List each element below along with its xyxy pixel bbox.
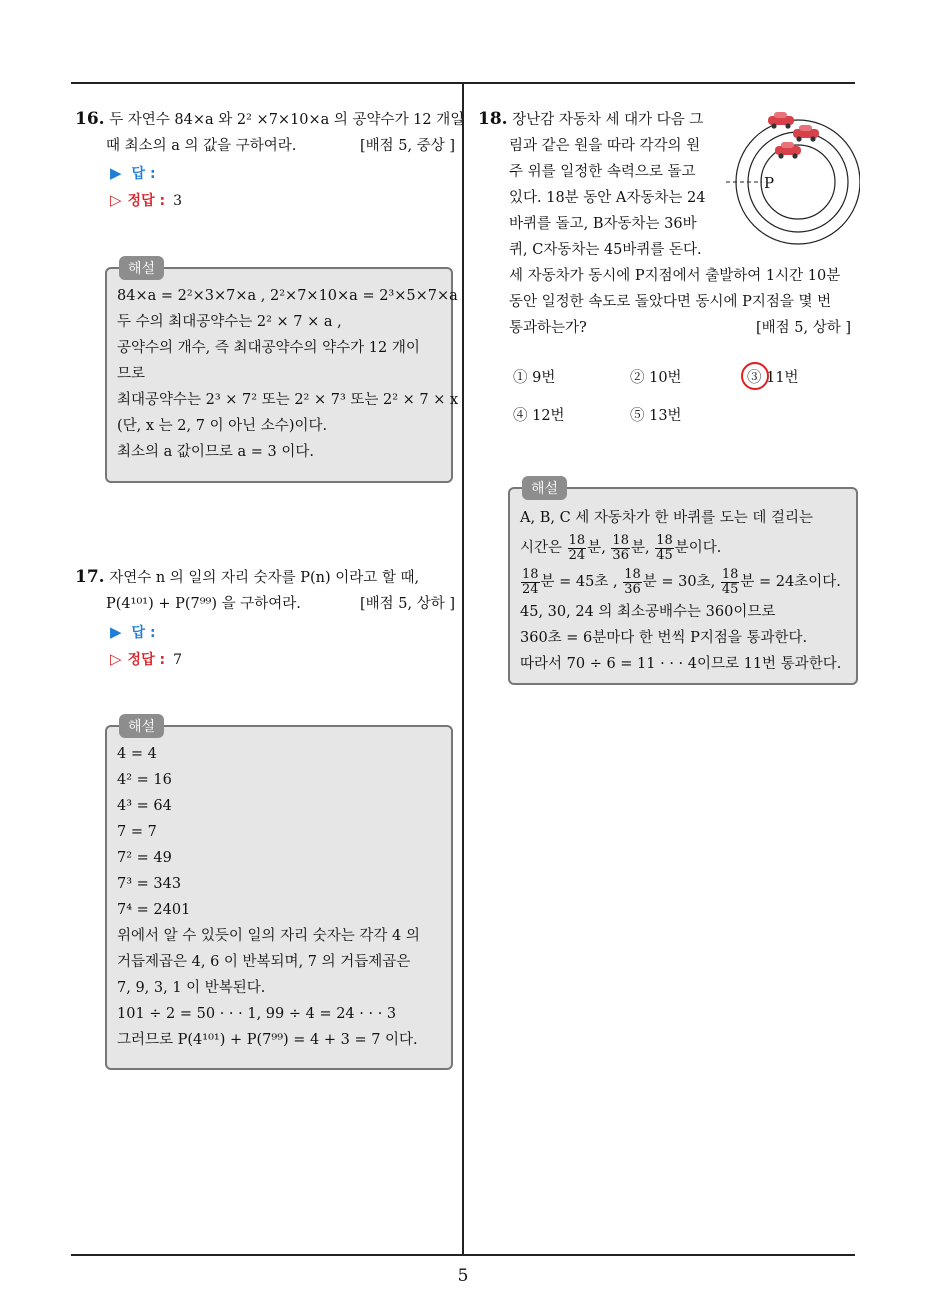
answer-label: 답 : xyxy=(131,625,156,641)
correct-value: 3 xyxy=(173,193,182,209)
fraction: $\frac{18}{24}$ xyxy=(568,532,586,563)
point-p-label: P xyxy=(764,174,775,192)
solution-line: 따라서 70 ÷ 6 = 11 · · · 4이므로 11번 통과한다. xyxy=(520,656,842,672)
solution-text: 분 = 24초이다. xyxy=(740,574,841,590)
choice-number: ③ xyxy=(747,370,762,386)
solution-tab: 해설 xyxy=(119,714,164,738)
solution-line: 7² = 49 xyxy=(117,850,172,866)
choice-text: 12번 xyxy=(532,408,565,424)
question-16 xyxy=(75,106,465,159)
fraction: $\frac{18}{45}$ xyxy=(656,532,673,563)
fraction: $\frac{18}{36}$ xyxy=(612,532,629,563)
solution-fraction-line xyxy=(520,531,846,565)
solution-line: 7⁴ = 2401 xyxy=(117,902,191,918)
page-number: 5 xyxy=(457,1266,469,1286)
answer-row[interactable] xyxy=(110,160,156,187)
question-text: 통과하는가? xyxy=(509,320,587,336)
question-text: 퀴, C자동차는 45바퀴를 돈다. xyxy=(509,242,702,258)
choice-4[interactable] xyxy=(513,404,565,425)
question-text: 바퀴를 돌고, B자동차는 36바 xyxy=(509,216,697,232)
correct-answer-row xyxy=(110,187,182,214)
play-triangle-icon: ▶ xyxy=(110,623,122,641)
solution-text: 분, xyxy=(630,540,650,556)
question-17 xyxy=(75,564,455,617)
correct-label: 정답 : xyxy=(127,652,166,668)
question-number: 18. xyxy=(478,109,508,129)
correct-circle-mark xyxy=(741,362,769,390)
solution-line: 최대공약수는 2³ × 7² 또는 2² × 7³ 또는 2² × 7 × x xyxy=(117,392,459,408)
question-number: 17. xyxy=(75,567,105,587)
solution-line: 4 = 4 xyxy=(117,746,157,762)
question-text: 있다. 18분 동안 A자동차는 24 xyxy=(509,190,706,206)
question-text: 동안 일정한 속도로 돌았다면 동시에 P지점을 몇 번 xyxy=(509,294,832,310)
solution-text: 분 = 45초 , xyxy=(540,574,618,590)
solution-line: 최소의 a 값이므로 a = 3 이다. xyxy=(117,444,314,460)
question-text: 자연수 n 의 일의 자리 숫자를 P(n) 이라고 할 때, xyxy=(109,570,420,586)
choice-text: 10번 xyxy=(649,370,682,386)
question-text: 림과 같은 원을 따라 각각의 원 xyxy=(509,138,701,154)
solution-line: 45, 30, 24 의 최소공배수는 360이므로 xyxy=(520,604,776,620)
choice-text: 9번 xyxy=(532,370,556,386)
solution-line: 360초 = 6분마다 한 번씩 P지점을 통과한다. xyxy=(520,630,808,646)
correct-answer-row xyxy=(110,646,182,673)
solution-line: 거듭제곱은 4, 6 이 반복되며, 7 의 거듭제곱은 xyxy=(117,954,411,970)
solution-line: 4³ = 64 xyxy=(117,798,172,814)
solution-line: 4² = 16 xyxy=(117,772,172,788)
solution-text: 분이다. xyxy=(674,540,722,556)
question-number: 16. xyxy=(75,109,105,129)
answer-label: 답 : xyxy=(131,166,156,182)
correct-label: 정답 : xyxy=(127,193,166,209)
choice-number: ① xyxy=(513,370,528,386)
solution-box xyxy=(508,481,858,685)
bottom-rule xyxy=(71,1254,855,1256)
choice-2[interactable] xyxy=(630,366,682,387)
solution-fraction-line xyxy=(520,565,846,599)
solution-line: 위에서 알 수 있듯이 일의 자리 숫자는 각각 4 의 xyxy=(117,928,420,944)
answer-row[interactable] xyxy=(110,619,156,646)
question-text: 장난감 자동차 세 대가 다음 그 xyxy=(512,112,704,128)
points-label: [배점 5, 중상 ] xyxy=(359,138,455,154)
outline-triangle-icon: ▷ xyxy=(110,650,122,668)
circles-figure xyxy=(720,110,860,250)
solution-line: 101 ÷ 2 = 50 · · · 1, 99 ÷ 4 = 24 · · · 3 xyxy=(117,1006,397,1022)
outline-triangle-icon: ▷ xyxy=(110,191,122,209)
solution-line: A, B, C 세 자동차가 한 바퀴를 도는 데 걸리는 xyxy=(520,510,814,526)
question-text: 두 자연수 84×a 와 2² ×7×10×a 의 공약수가 12 개일 xyxy=(109,112,465,128)
choice-number: ② xyxy=(630,370,645,386)
solution-box xyxy=(105,261,459,483)
fraction: $\frac{18}{36}$ xyxy=(624,566,641,597)
question-text: 세 자동차가 동시에 P지점에서 출발하여 1시간 10분 xyxy=(509,268,841,284)
points-label: [배점 5, 상하 ] xyxy=(359,596,455,612)
solution-line: 7 = 7 xyxy=(117,824,157,840)
choice-text: 13번 xyxy=(649,408,682,424)
play-triangle-icon: ▶ xyxy=(110,164,122,182)
solution-line: 7³ = 343 xyxy=(117,876,182,892)
solution-line: 7, 9, 3, 1 이 반복된다. xyxy=(117,980,266,996)
solution-text: 분 = 30초, xyxy=(642,574,716,590)
fraction: $\frac{18}{45}$ xyxy=(721,566,739,597)
car-a-icon xyxy=(768,112,794,129)
question-text: P(4¹⁰¹) + P(7⁹⁹) 을 구하여라. xyxy=(106,596,301,612)
choice-text: 11번 xyxy=(766,370,799,386)
choice-number: ⑤ xyxy=(630,408,645,424)
solution-line: 두 수의 최대공약수는 2² × 7 × a , xyxy=(117,314,342,330)
correct-value: 7 xyxy=(173,652,182,668)
solution-line: 84×a = 2²×3×7×a , 2²×7×10×a = 2³×5×7×a xyxy=(117,288,458,304)
solution-line: 므로 xyxy=(117,366,146,382)
question-text: 주 위를 일정한 속력으로 돌고 xyxy=(509,164,696,180)
solution-text: 분, xyxy=(587,540,606,556)
choice-number: ④ xyxy=(513,408,528,424)
solution-line: (단, x 는 2, 7 이 아닌 소수)이다. xyxy=(117,418,328,434)
solution-box xyxy=(105,719,453,1070)
question-text: 때 최소의 a 의 값을 구하여라. xyxy=(106,138,297,154)
solution-tab: 해설 xyxy=(522,476,567,500)
solution-text: 시간은 xyxy=(520,540,563,556)
points-label: [배점 5, 상하 ] xyxy=(755,320,851,336)
car-b-icon xyxy=(793,125,819,142)
choice-1[interactable] xyxy=(513,366,555,387)
choice-5[interactable] xyxy=(630,404,682,425)
solution-line: 그러므로 P(4¹⁰¹) + P(7⁹⁹) = 4 + 3 = 7 이다. xyxy=(117,1032,418,1048)
solution-tab: 해설 xyxy=(119,256,164,280)
fraction: $\frac{18}{24}$ xyxy=(522,566,539,597)
column-divider xyxy=(462,82,464,1254)
solution-line: 공약수의 개수, 즉 최대공약수의 약수가 12 개이 xyxy=(117,340,420,356)
